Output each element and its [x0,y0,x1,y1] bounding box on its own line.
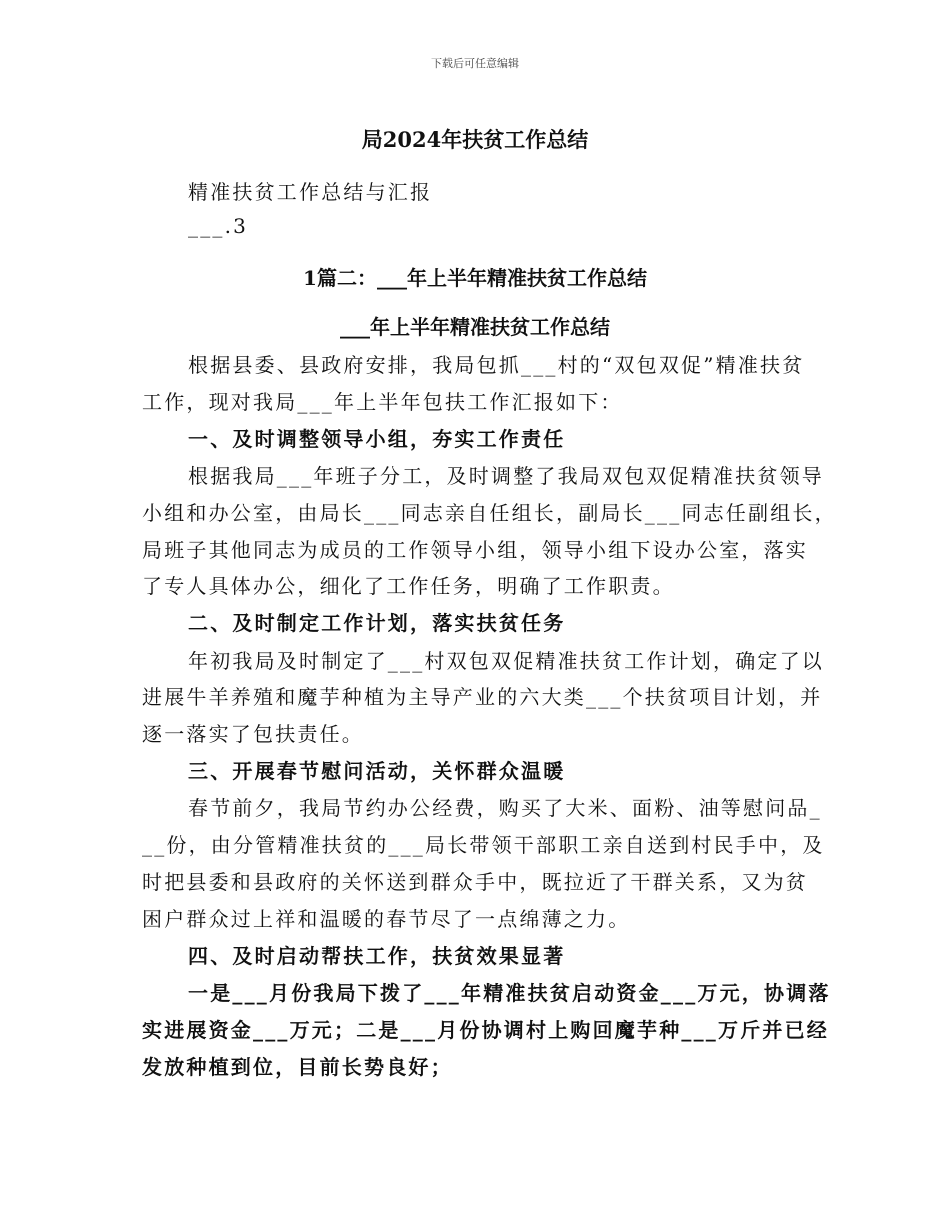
section-heading-4: 四、及时启动帮扶工作，扶贫效果显著 [188,944,566,968]
paragraph-line: 小组和办公室，由局长___同志亲自任组长，副局长___同志任副组长， [142,501,837,525]
paragraph-line: 年初我局及时制定了___村双包双促精准扶贫工作计划，确定了以 [188,649,824,673]
paragraph-line: 根据我局___年班子分工，及时调整了我局双包双促精准扶贫领导 [188,464,824,488]
section-subtitle: ___年上半年精准扶贫工作总结 [340,315,610,339]
document-title: 局2024年扶贫工作总结 [361,127,589,152]
paragraph-line-bold: 一是___月份我局下拨了___年精准扶贫启动资金___万元，协调落 [188,981,831,1005]
paragraph-line: __份，由分管精准扶贫的___局长带领干部职工亲自送到村民手中，及 [142,833,825,857]
paragraph-line: 逐一落实了包扶责任。 [142,722,364,746]
part-heading: 1篇二：___年上半年精准扶贫工作总结 [303,266,647,290]
section-heading-3: 三、开展春节慰问活动，关怀群众温暖 [188,759,566,783]
intro-line-1: 精准扶贫工作总结与汇报 [188,180,433,204]
paragraph-line: 局班子其他同志为成员的工作领导小组，领导小组下设办公室，落实 [142,538,808,562]
paragraph-line: 了专人具体办公，细化了工作任务，明确了工作职责。 [142,574,675,598]
paragraph-line: 困户群众过上祥和温暖的春节尽了一点绵薄之力。 [142,907,631,931]
paragraph-line: 进展牛羊养殖和魔芋种植为主导产业的六大类___个扶贫项目计划，并 [142,685,823,709]
paragraph-line: 春节前夕，我局节约办公经费，购买了大米、面粉、油等慰问品_ [188,796,822,820]
paragraph-line: 工作，现对我局___年上半年包扶工作汇报如下： [142,390,623,414]
paragraph-line: 时把县委和县政府的关怀送到群众手中，既拉近了干群关系，又为贫 [142,870,808,894]
page-header-note: 下载后可任意编辑 [431,57,519,70]
section-heading-2: 二、及时制定工作计划，落实扶贫任务 [188,611,566,635]
section-heading-1: 一、及时调整领导小组，夯实工作责任 [188,427,566,451]
paragraph-line: 根据县委、县政府安排，我局包抓___村的“双包双促”精准扶贫 [188,353,805,377]
intro-line-2: ___.3 [188,214,249,238]
paragraph-line-bold: 实进展资金___万元；二是___月份协调村上购回魔芋种___万斤并已经 [142,1018,829,1042]
paragraph-line-bold: 发放种植到位，目前长势良好； [142,1055,453,1079]
